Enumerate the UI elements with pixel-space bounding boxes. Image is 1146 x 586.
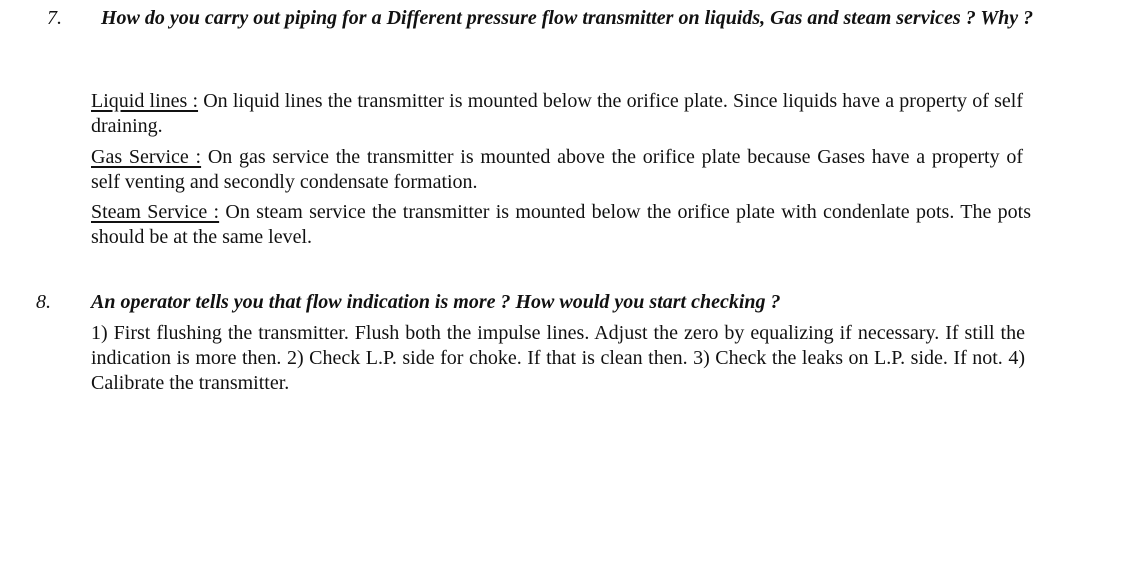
steam-service-label: Steam Service : — [91, 201, 220, 223]
answer-steam-service — [91, 200, 1031, 250]
answer-gas-service — [91, 145, 1023, 195]
question-7-text: How do you carry out piping for a Different pressure flow transmitter on liquids, Gas and steam services ? Why ? — [101, 7, 1034, 29]
question-7-number: 7. — [47, 7, 62, 29]
liquid-lines-label: Liquid lines : — [91, 90, 199, 112]
question-8-number: 8. — [36, 291, 51, 313]
question-8-text: An operator tells you that flow indication is more ? How would you start checking ? — [91, 291, 781, 313]
answer-liquid-lines — [91, 89, 1023, 139]
answer-8-text: 1) First flushing the transmitter. Flush both the impulse lines. Adjust the zero by equalizing if necessary. If still the indication is more then. 2) Check L.P. side for choke. If that is clean then. 3) Check the leaks on L.P. side. If not. 4) Calibrate the transmitter. — [91, 322, 1025, 394]
gas-service-text: On gas service the transmitter is mounted above the orifice plate because Gases have a property of self venting and secondly condensate formation. — [91, 146, 1023, 193]
gas-service-label: Gas Service : — [91, 146, 202, 168]
steam-service-text: On steam service the transmitter is mounted below the orifice plate with condenlate pots. The pots should be at the same level. — [91, 201, 1031, 248]
liquid-lines-text: On liquid lines the transmitter is mounted below the orifice plate. Since liquids have a property of self draining. — [91, 90, 1023, 137]
